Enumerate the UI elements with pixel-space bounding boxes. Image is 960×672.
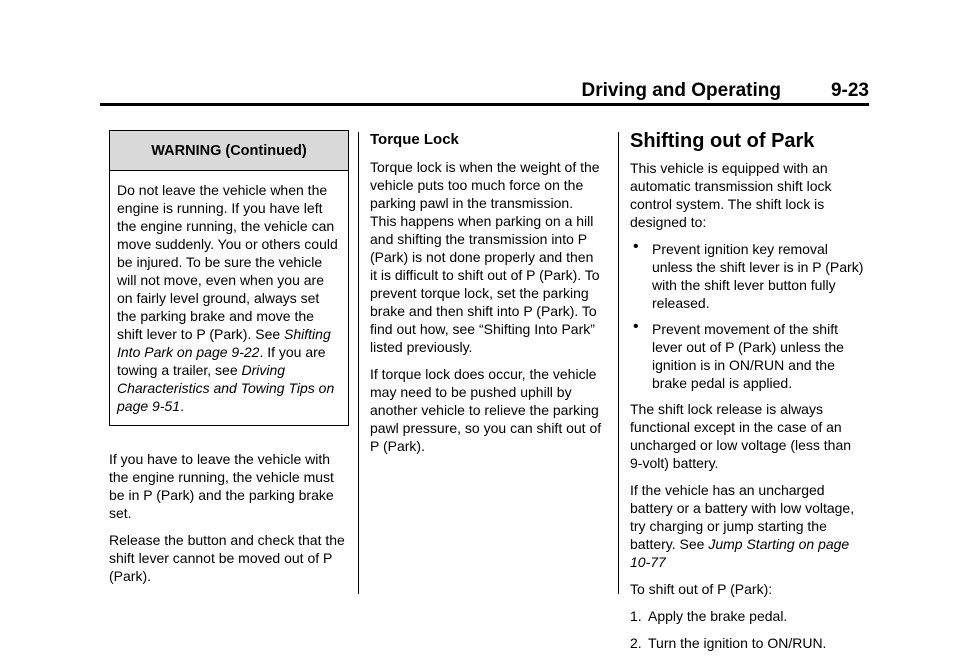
column-divider-right [618, 132, 619, 594]
shift-lock-bullet-list [630, 240, 865, 392]
step-number: 2. [630, 635, 642, 651]
column-divider-left [358, 132, 359, 594]
bullet-icon: • [633, 238, 639, 255]
bullet-icon: • [633, 318, 639, 335]
step-item [630, 607, 865, 625]
paragraph-torque-lock-occurs: If torque lock does occur, the vehicle may need to be pushed uphill by another vehicle to relieve the parking pawl pressure, so you can shift out of P (Park). [370, 366, 602, 454]
warning-text-1: Do not leave the vehicle when the engine is running. If you have left the engine running, the vehicle can move suddenly. You or others could be injured. To be sure the vehicle will not move, even when you are on fairly level ground, always set the parking brake and move the shift lever to P (Park). See [117, 182, 338, 342]
column-right [630, 130, 865, 661]
paragraph-shift-lock-intro: This vehicle is equipped with an automatic transmission shift lock control system. The shift lock is designed to: [630, 160, 832, 230]
bullet-text: Prevent ignition key removal unless the shift lever is in P (Park) with the shift lever button fully released. [652, 241, 864, 311]
page-number: 9-23 [830, 80, 869, 101]
bullet-item [630, 320, 865, 392]
header-rule [100, 103, 869, 106]
heading-shifting-out-of-park: Shifting out of Park [630, 130, 815, 152]
paragraph-leave-vehicle: If you have to leave the vehicle with the engine running, the vehicle must be in P (Park) and the parking brake set. [109, 451, 334, 521]
ref-jump-starting: Jump Starting on page 10-77 [630, 536, 850, 570]
paragraph-to-shift-out: To shift out of P (Park): [630, 581, 773, 597]
warning-ref-shifting-into-park: Shifting Into Park on page 9-22 [117, 326, 331, 360]
warning-box [109, 130, 349, 426]
bullet-item [630, 240, 865, 312]
paragraph-release-button: Release the button and check that the shift lever cannot be moved out of P (Park). [109, 532, 345, 584]
paragraph-uncharged-battery-text: If the vehicle has an uncharged battery or a battery with low voltage, try charging or jump starting the battery. See [630, 482, 855, 552]
bullet-text: Prevent movement of the shift lever out of P (Park) unless the ignition is in ON/RUN and the brake pedal is applied. [652, 321, 844, 391]
warning-text-3: . [180, 398, 184, 414]
paragraph-uncharged-battery [630, 481, 865, 571]
warning-ref-driving-characteristics: Driving Characteristics and Towing Tips on page 9-51 [117, 362, 335, 414]
page-header [100, 80, 869, 102]
warning-title: WARNING (Continued) [110, 131, 348, 171]
step-number: 1. [630, 608, 642, 624]
step-text: Turn the ignition to ON/RUN. [648, 635, 827, 651]
steps-list [630, 607, 865, 652]
paragraph-shift-lock-release: The shift lock release is always functional except in the case of an uncharged or low voltage (less than 9-volt) battery. [630, 401, 852, 471]
warning-text-2: . If you are towing a trailer, see [117, 344, 326, 378]
section-title: Driving and Operating [581, 80, 781, 101]
column-left [109, 130, 349, 594]
heading-torque-lock: Torque Lock [370, 131, 459, 148]
warning-text [110, 171, 348, 425]
step-item [630, 634, 865, 652]
column-middle [370, 130, 602, 464]
paragraph-torque-lock-definition: Torque lock is when the weight of the vehicle puts too much force on the parking pawl in the transmission. This happens when parking on a hill and shifting the transmission into P (Park) is not done properly and then it is difficult to shift out of P (Park). To prevent torque lock, set the parking brake and then shift into P (Park). To find out how, see “Shifting Into Park” listed previously. [370, 159, 600, 355]
step-text: Apply the brake pedal. [648, 608, 788, 624]
